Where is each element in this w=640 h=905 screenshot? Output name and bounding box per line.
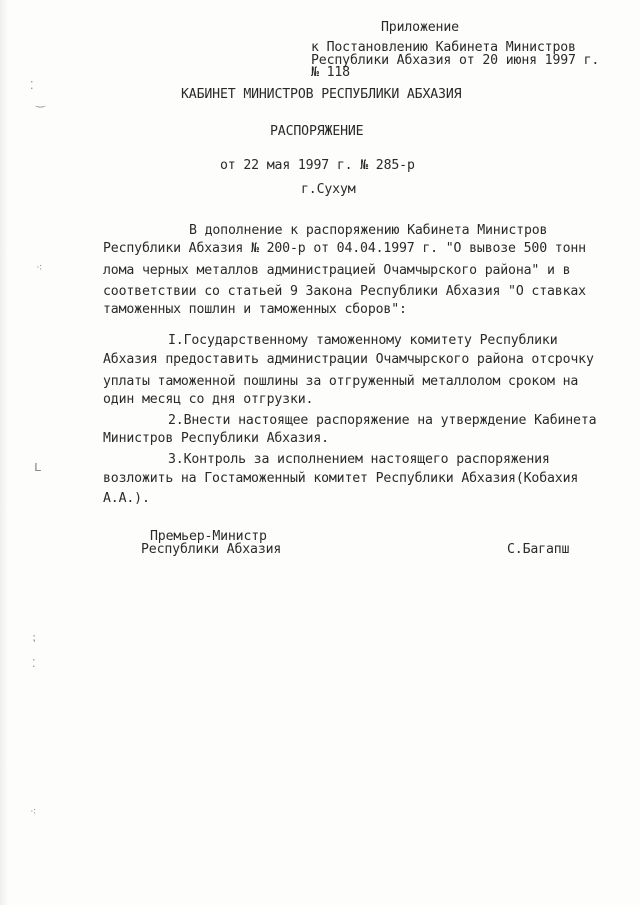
signatory-position: Премьер-Министр bbox=[150, 529, 267, 544]
preamble-line: лома черных металлов администрацией Очамчырского района" и в bbox=[103, 263, 571, 278]
document-date-number: от 22 мая 1997 г. № 285-р bbox=[220, 158, 415, 173]
scan-speck: ʟ bbox=[34, 459, 41, 475]
document-place: г.Сухум bbox=[301, 182, 356, 197]
scan-speck: ⁚ bbox=[32, 657, 36, 670]
appendix-line-2: Республики Абхазия от 20 июня 1997 г. bbox=[311, 53, 600, 68]
preamble-line: В дополнение к распоряжению Кабинета Министров bbox=[189, 223, 548, 238]
preamble-line: таможенных пошлин и таможенных сборов": bbox=[103, 302, 407, 317]
preamble-line: Республики Абхазия № 200-р от 04.04.1997 г. "О вывозе 500 тонн bbox=[103, 241, 586, 256]
item-1-line: I.Государственному таможенному комитету Республики bbox=[168, 333, 558, 348]
appendix-line-1: к Постановлению Кабинета Министров bbox=[311, 40, 576, 55]
item-2-line: Министров Республики Абхазия. bbox=[103, 431, 329, 446]
scan-speck: ⁖ bbox=[30, 805, 37, 818]
scan-speck: ⁖ bbox=[36, 261, 43, 274]
item-3-line: А.А.). bbox=[103, 491, 150, 506]
appendix-title: Приложение bbox=[381, 20, 459, 35]
scan-edge-shadow bbox=[0, 0, 8, 905]
scan-speck: ‿ bbox=[36, 95, 45, 108]
document-type: РАСПОРЯЖЕНИЕ bbox=[270, 124, 364, 139]
scan-speck: ⁚ bbox=[30, 79, 34, 92]
signatory-name: С.Багапш bbox=[507, 542, 570, 557]
item-3-line: 3.Контроль за исполнением настоящего распоряжения bbox=[168, 452, 550, 467]
scan-speck: ⁏ bbox=[32, 631, 36, 644]
item-1-line: один месяц со дня отгрузки. bbox=[103, 392, 314, 407]
item-1-line: уплаты таможенной пошлины за отгруженный металлолом сроком на bbox=[103, 374, 579, 389]
signatory-position-line-2: Республики Абхазия bbox=[141, 542, 282, 557]
item-1-line: Абхазия предоставить администрации Очамчырского района отсрочку bbox=[103, 352, 594, 367]
item-2-line: 2.Внести настоящее распоряжение на утверждение Кабинета bbox=[168, 413, 597, 428]
preamble-line: соответствии со статьей 9 Закона Республики Абхазия "О ставках bbox=[103, 284, 586, 299]
appendix-number: № 118 bbox=[311, 65, 350, 80]
issuer-heading: КАБИНЕТ МИНИСТРОВ РЕСПУБЛИКИ АБХАЗИЯ bbox=[181, 87, 462, 102]
item-3-line: возложить на Гостаможенный комитет Республики Абхазия(Кобахия bbox=[103, 471, 579, 486]
